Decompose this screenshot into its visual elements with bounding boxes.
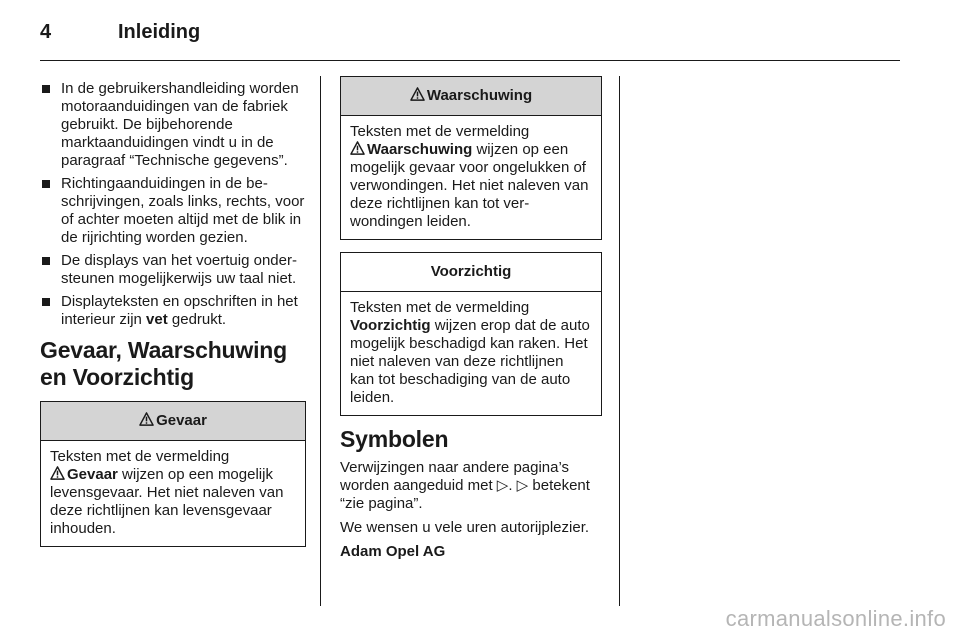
- page-reference-icon: ▷: [496, 477, 509, 494]
- warning-triangle-icon: [410, 87, 425, 101]
- box-voorzichtig: [340, 252, 602, 416]
- list-item: De displays van het voertuig ondersteunen mogelijkerwijs uw taal niet.: [40, 252, 306, 288]
- signature: Adam Opel AG: [340, 543, 446, 560]
- section-title-warnings: Gevaar, Waarschuwing en Voorzichtig: [40, 337, 287, 390]
- box-text: wijzen erop dat de auto mogelijk beschadigd kan raken. Het niet naleven van deze richtlijnen kan tot beschadiging van de auto leiden.: [350, 317, 590, 406]
- box-voorzichtig-body: [341, 292, 601, 415]
- box-gevaar-body: [41, 441, 305, 546]
- column-left: [40, 80, 306, 547]
- box-waarschuwing-title: Waarschuwing: [426, 87, 533, 104]
- box-text: Teksten met de vermelding: [350, 123, 530, 140]
- bold-term: Waarschuwing: [367, 141, 473, 158]
- symbols-paragraph: [340, 459, 602, 513]
- section-title-symbols: Symbolen: [340, 426, 449, 452]
- watermark: carmanualsonline.info: [725, 606, 946, 631]
- warning-triangle-icon: [139, 412, 154, 426]
- list-item: In de gebruikershandleiding worden motoraanduidingen van de fabriek gebruikt. De bijbehorende marktaanduidingen vindt u in de paragraaf “Technische gegevens”.: [40, 80, 306, 170]
- warning-triangle-icon: [50, 466, 65, 480]
- box-waarschuwing: [340, 76, 602, 240]
- box-voorzichtig-header: [341, 253, 601, 292]
- box-gevaar-title: Gevaar: [156, 412, 207, 429]
- wish-paragraph: We wensen u vele uren autorijplezier.: [340, 519, 590, 536]
- box-text: Teksten met de vermelding: [350, 299, 530, 316]
- list-item-text: Displayteksten en opschriften in het interieur zijn: [61, 293, 298, 328]
- list-item: Richtingaanduidingen in de beschrijvingen, zoals links, rechts, voor of achter moeten altijd met de blik in de rijrichting worden gezien.: [40, 175, 306, 247]
- list-item-text: gedrukt.: [167, 311, 227, 328]
- box-gevaar-header: [41, 402, 305, 441]
- box-text: wijzen op een mogelijk levensgevaar. Het niet naleven van deze richtlijnen kan levensgevaar inhouden.: [50, 466, 284, 537]
- paragraph-text: betekent “zie pagina”.: [340, 477, 590, 512]
- bold-term: vet: [146, 311, 168, 328]
- warning-triangle-icon: [350, 141, 365, 155]
- column-middle: [340, 76, 602, 567]
- column-divider-right: [619, 76, 620, 606]
- page-reference-icon: ▷: [516, 477, 529, 494]
- paragraph-text: .: [508, 477, 517, 494]
- chapter-title: Inleiding: [118, 21, 201, 43]
- bold-term: Gevaar: [67, 466, 118, 483]
- box-gevaar: [40, 401, 306, 547]
- page-number: 4: [40, 21, 52, 43]
- list-item: [40, 293, 306, 329]
- bold-term: Voorzichtig: [350, 317, 431, 334]
- box-voorzichtig-title: Voorzichtig: [430, 263, 512, 280]
- column-divider-left: [320, 76, 321, 606]
- box-waarschuwing-header: [341, 77, 601, 116]
- paragraph-text: Verwijzingen naar andere pagina’s worden aangeduid met: [340, 459, 570, 494]
- box-waarschuwing-body: [341, 116, 601, 239]
- bullet-list: [40, 80, 306, 329]
- box-text: wijzen op een mogelijk gevaar voor ongelukken of verwondingen. Het niet naleven van deze richtlijnen kan tot verwondingen leiden.: [350, 141, 589, 230]
- box-text: Teksten met de vermelding: [50, 448, 230, 465]
- page-header: [40, 20, 900, 61]
